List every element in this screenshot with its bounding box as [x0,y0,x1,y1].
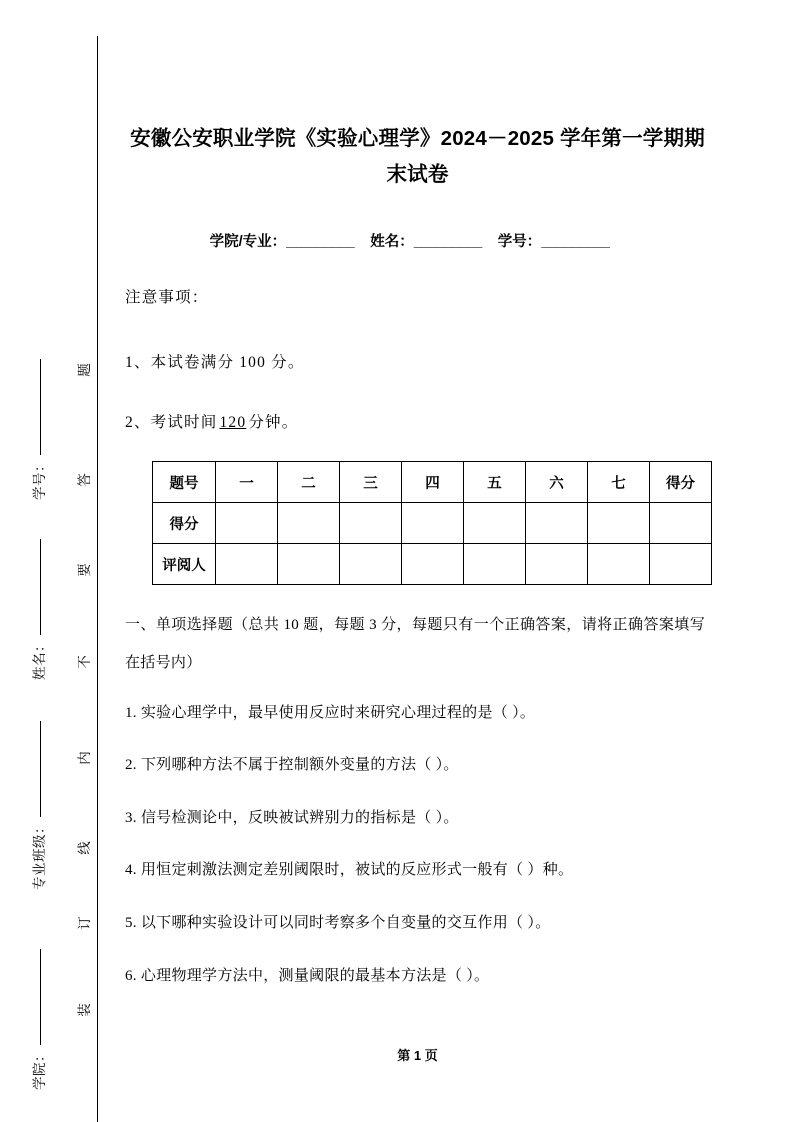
notice-item-2 [125,410,298,432]
score-table-input-cell[interactable] [526,544,588,585]
margin-field-blank[interactable] [40,949,41,1045]
question-item [125,701,705,722]
score-table-input-cell[interactable] [464,503,526,544]
question-text: 以下哪种实验设计可以同时考察多个自变量的交互作用（ ）。 [140,915,551,931]
margin-field-3 [28,890,48,1090]
score-table-header-cell: 一 [216,462,278,503]
score-table-header-row [153,462,712,503]
notice-item-2-suffix: 分钟。 [248,414,299,431]
name-blank[interactable]: _________ [413,234,482,250]
margin-field-label: 学号： [32,458,47,500]
score-table-row-label: 得分 [153,503,216,544]
score-table-input-cell[interactable] [340,503,402,544]
college-major-field [210,234,355,250]
name-label: 姓名： [370,234,414,250]
question-number: 1. [125,705,137,721]
score-table-row-label: 评阅人 [153,544,216,585]
question-item [125,964,705,985]
notice-item-2-prefix: 2、考试时间 [125,414,218,431]
notice-heading: 注意事项： [125,289,209,306]
question-text: 实验心理学中，最早使用反应时来研究心理过程的是（ ）。 [140,705,536,721]
margin-field-blank[interactable] [40,721,41,817]
margin-field-2 [28,690,48,890]
score-table-input-cell[interactable] [464,544,526,585]
binding-margin [0,0,100,1122]
score-table-input-cell[interactable] [588,503,650,544]
score-table [152,461,712,585]
margin-vertical-char-6: 订 [77,916,92,930]
score-table-input-cell[interactable] [402,544,464,585]
margin-vertical-char-3: 不 [77,655,92,669]
section-1-heading: 一、单项选择题（总共 10 题，每题 3 分，每题只有一个正确答案，请将正确答案填写在括号内） [125,617,705,671]
score-table-input-cell[interactable] [650,544,712,585]
name-field [370,234,482,250]
score-table-input-cell[interactable] [278,503,340,544]
score-table-input-cell[interactable] [216,544,278,585]
exam-duration-value: 120 [219,414,247,431]
score-table-header-cell: 六 [526,462,588,503]
question-item [125,806,705,827]
margin-vertical-char-2: 要 [77,563,92,577]
score-table-input-cell[interactable] [588,544,650,585]
student-id-blank[interactable]: _________ [541,234,610,250]
score-table-header-cell: 得分 [650,462,712,503]
page-title: 安徽公安职业学院《实验心理学》2024－2025 学年第一学期期末试卷 [130,127,705,186]
college-major-blank[interactable]: _________ [286,234,355,250]
page-number: 第 1 页 [397,1048,438,1063]
margin-field-1 [28,480,48,680]
question-number: 5. [125,915,137,931]
margin-vertical-char-0: 题 [77,363,92,377]
score-table-header-cell: 七 [588,462,650,503]
student-id-label: 学号： [497,234,542,250]
score-table-row [153,503,712,544]
binding-vertical-rule [97,36,98,1122]
margin-vertical-char-7: 装 [77,1003,92,1017]
notice-item-1: 1、本试卷满分 100 分。 [125,354,305,371]
score-table-input-cell[interactable] [526,503,588,544]
margin-field-0 [28,300,48,500]
score-table-header-cell: 二 [278,462,340,503]
student-info-line [125,230,710,251]
score-table-input-cell[interactable] [650,503,712,544]
margin-field-blank[interactable] [40,359,41,455]
score-table-input-cell[interactable] [402,503,464,544]
question-item [125,858,705,879]
question-number: 3. [125,810,137,826]
margin-field-label: 学院： [32,1048,47,1090]
score-table-header-cell: 五 [464,462,526,503]
margin-vertical-char-5: 线 [77,841,92,855]
question-number: 4. [125,862,137,878]
question-text: 信号检测论中，反映被试辨别力的指标是（ ）。 [140,810,459,826]
score-table-header-cell: 题号 [153,462,216,503]
question-text: 下列哪种方法不属于控制额外变量的方法（ ）。 [140,757,459,773]
question-text: 心理物理学方法中，测量阈限的最基本方法是（ ）。 [140,968,490,984]
question-item [125,911,705,932]
college-major-label: 学院/专业： [209,234,287,250]
question-text: 用恒定刺激法测定差别阈限时，被试的反应形式一般有（ ）种。 [140,862,574,878]
margin-vertical-char-4: 内 [77,751,92,765]
question-number: 6. [125,968,137,984]
margin-field-blank[interactable] [40,539,41,635]
score-table-input-cell[interactable] [216,503,278,544]
page-body [125,0,725,1122]
score-table-input-cell[interactable] [278,544,340,585]
question-item [125,753,705,774]
score-table-row [153,544,712,585]
score-table-header-cell: 三 [340,462,402,503]
score-table-header-cell: 四 [402,462,464,503]
margin-field-label: 姓名： [32,638,47,680]
score-table-input-cell[interactable] [340,544,402,585]
margin-vertical-char-1: 答 [77,473,92,487]
question-number: 2. [125,757,137,773]
student-id-field [498,234,610,250]
margin-field-label: 专业班级： [32,820,47,890]
